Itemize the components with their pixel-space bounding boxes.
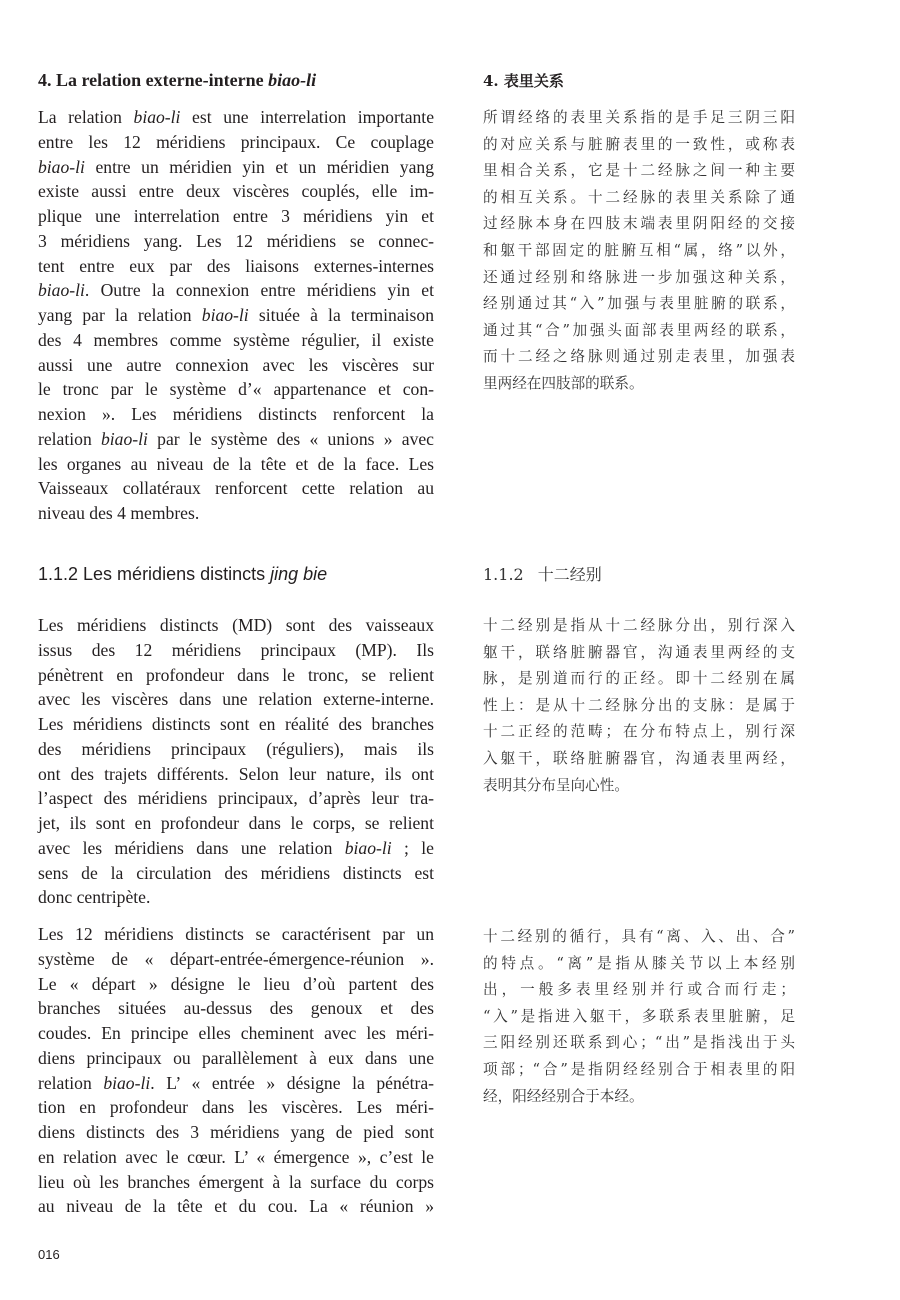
text-line (38, 1170, 434, 1195)
text-segment: le tronc par le système d’« appartenance et con- (38, 379, 434, 400)
text-segment: aussi une autre connexion avec les viscères sur (38, 354, 434, 375)
text-line (38, 1046, 434, 1071)
text-line: 三阳经别还联系到心；“出”是指浅出于头 (483, 1034, 795, 1052)
text-line: 经别通过其“入”加强与表里脏腑的联系， (483, 295, 795, 313)
text-line (38, 427, 434, 452)
text-segment: relation (38, 428, 101, 449)
section-title: 十二经别 (537, 565, 602, 584)
text-line (38, 452, 434, 477)
text-line (38, 613, 434, 638)
text-line: 性上：是从十二经脉分出的支脉：是属于 (483, 696, 795, 714)
text-line (38, 687, 434, 712)
page-number: 016 (38, 1247, 60, 1262)
text-line: “入”是指进入躯干，多联系表里脏腑，足 (483, 1007, 795, 1025)
text-segment: les organes au niveau de la tête et de la face. Les (38, 453, 434, 474)
text-line (38, 278, 434, 303)
text-line: 而十二经之络脉则通过别走表里，加强表 (483, 348, 795, 366)
text-segment: tent entre eux par des liaisons externes-internes (38, 255, 434, 276)
text-line: 十二经别是指从十二经脉分出，别行深入 (483, 617, 795, 634)
text-line: 通过其“合”加强头面部表里两经的联系， (483, 321, 795, 339)
text-segment: Les méridiens distincts sont en réalité des branches (38, 714, 434, 734)
text-segment: existe aussi entre deux viscères couplés, elle im- (38, 181, 434, 202)
text-line (38, 786, 434, 811)
chinese-section-heading (483, 562, 602, 585)
text-segment: au niveau de la tête et du cou. La « réunion » (38, 1196, 434, 1217)
text-line (38, 1095, 434, 1120)
text-line (38, 179, 434, 204)
text-line (38, 922, 434, 947)
text-line (38, 476, 434, 501)
text-line (38, 663, 434, 688)
text-segment: niveau des 4 membres. (38, 503, 200, 523)
section-heading-text: 1.1.2 Les méridiens distincts (38, 564, 271, 584)
text-segment: Le « départ » désigne le lieu d’où partent des (38, 973, 434, 994)
text-segment: sens de la circulation des méridiens distincts est (38, 862, 434, 883)
text-segment: La relation (38, 107, 134, 127)
text-segment: nexion ». Les méridiens distincts renforcent la (38, 404, 434, 424)
italic-term: biao-li (101, 428, 148, 449)
text-segment: diens distincts des 3 méridiens yang de pied sont (38, 1122, 434, 1142)
text-segment: pénètrent en profondeur dans le tronc, se relient (38, 664, 434, 685)
section-number: 1.1.2 (483, 565, 524, 584)
text-line: 出，一般多表里经别并行或合而行走； (483, 981, 795, 999)
text-line (38, 328, 434, 353)
text-line: 的对应关系与脏腑表里的一致性，或称表 (483, 135, 795, 153)
text-line (38, 712, 434, 737)
text-segment: ; le (391, 837, 434, 858)
french-paragraph-1 (38, 105, 434, 526)
text-line (38, 254, 434, 279)
text-segment: avec les méridiens dans une relation (38, 837, 345, 858)
text-line: 十二正经的范畴；在分布特点上，别行深 (483, 723, 795, 741)
text-line: 所谓经络的表里关系指的是手足三阴三阳 (483, 109, 795, 126)
text-line (38, 353, 434, 378)
text-line (38, 1021, 434, 1046)
chinese-paragraph-3 (483, 924, 795, 1110)
italic-term: biao-li (103, 1072, 151, 1093)
text-segment: 3 méridiens yang. Les 12 méridiens se connec- (38, 230, 434, 251)
text-line (38, 996, 434, 1021)
text-line: 和躯干部固定的脏腑互相“属，络”以外， (483, 241, 795, 259)
text-segment: des 4 membres comme système régulier, il existe (38, 329, 434, 350)
italic-term: biao-li (38, 156, 85, 177)
text-segment: entre un méridien yin et un méridien yang (84, 156, 434, 177)
text-line (38, 1071, 434, 1096)
text-line (38, 861, 434, 886)
heading-text: 4. La relation externe-interne (38, 70, 269, 90)
chinese-heading-biao-li: 4. 表里关系 (483, 72, 564, 90)
text-segment: avec les viscères dans une relation externe-interne. (38, 689, 434, 710)
text-segment: issus des 12 méridiens principaux (MP). Ils (38, 639, 434, 660)
text-segment: en relation avec le cœur. L’ « émergence », c’est le (38, 1146, 434, 1167)
french-heading-biao-li (38, 70, 316, 91)
text-line: 的特点。“离”是指从膝关节以上本经别 (483, 954, 795, 972)
text-segment: Les méridiens distincts (MD) sont des vaisseaux (38, 615, 434, 635)
text-line (38, 377, 434, 402)
text-line (38, 229, 434, 254)
text-segment: diens principaux ou parallèlement à eux dans une (38, 1047, 434, 1068)
text-segment: Vaisseaux collatéraux renforcent cette relation au (38, 478, 434, 499)
french-section-heading (38, 564, 327, 585)
text-segment: système de « départ-entrée-émergence-réunion ». (38, 948, 434, 969)
chinese-paragraph-2 (483, 613, 795, 799)
text-segment: l’aspect des méridiens principaux, d’après leur tra- (38, 788, 434, 809)
text-line (38, 737, 434, 762)
text-line (38, 1120, 434, 1145)
text-line: 脉，是别道而行的正经。即十二经别在属 (483, 670, 795, 688)
italic-term: biao-li (201, 305, 249, 325)
text-segment: située à la terminaison (248, 305, 434, 325)
text-line (38, 501, 434, 526)
text-segment: relation (38, 1072, 104, 1093)
text-line: 表明其分布呈向心性。 (483, 776, 629, 794)
text-line (38, 155, 434, 180)
text-line (38, 972, 434, 997)
text-line (38, 836, 434, 861)
text-segment: entre les 12 méridiens principaux. Ce couplage (38, 131, 434, 152)
chinese-paragraph-1 (483, 105, 795, 398)
text-line (38, 303, 434, 328)
text-segment: coudes. En principe elles cheminent avec les méri- (38, 1023, 434, 1043)
italic-term: biao-li (344, 837, 392, 858)
section-heading-italic-term: jing bie (270, 564, 328, 584)
text-line: 还通过经别和络脉进一步加强这种关系， (483, 268, 795, 286)
text-line (38, 885, 434, 910)
text-line (38, 105, 434, 130)
text-line: 经，阳经经别合于本经。 (483, 1087, 644, 1105)
text-line (38, 947, 434, 972)
text-segment: est une interrelation importante (180, 107, 435, 127)
text-segment: Les 12 méridiens distincts se caractérisent par un (38, 924, 434, 944)
italic-term: biao-li (38, 280, 85, 301)
text-line (38, 1194, 434, 1219)
text-line (38, 638, 434, 663)
text-line: 里相合关系，它是十二经脉之间一种主要 (483, 162, 795, 180)
text-line (38, 811, 434, 836)
heading-italic-term: biao-li (268, 70, 317, 90)
text-segment: ont des trajets différents. Selon leur nature, ils ont (38, 763, 434, 784)
text-segment: donc centripète. (38, 887, 151, 908)
text-segment: plique une interrelation entre 3 méridiens yin et (38, 206, 434, 226)
text-segment: yang par la relation (38, 305, 202, 325)
text-segment: . L’ « entrée » désigne la pénétra- (150, 1072, 434, 1093)
text-line (38, 130, 434, 155)
text-segment: tion en profondeur dans les viscères. Les méri- (38, 1097, 434, 1118)
text-line: 十二经别的循行，具有“离、入、出、合” (483, 928, 795, 945)
text-segment: lieu où les branches émergent à la surface du corps (38, 1171, 434, 1192)
french-paragraph-3 (38, 922, 434, 1219)
text-line (38, 1145, 434, 1170)
text-segment: branches situées au-dessus des genoux et des (38, 998, 434, 1019)
text-line (38, 762, 434, 787)
text-line (38, 402, 434, 427)
text-line: 项部；“合”是指阴经经别合于相表里的阳 (483, 1060, 795, 1078)
text-line: 的相互关系。十二经脉的表里关系除了通 (483, 188, 795, 206)
french-paragraph-2 (38, 613, 434, 910)
text-line: 过经脉本身在四肢末端表里阴阳经的交接 (483, 215, 795, 233)
text-line: 里两经在四肢部的联系。 (483, 374, 644, 392)
text-segment: . Outre la connexion entre méridiens yin et (84, 280, 434, 301)
text-segment: jet, ils sont en profondeur dans le corps, se relient (38, 813, 434, 833)
text-line: 躯干，联络脏腑器官，沟通表里两经的支 (483, 643, 795, 661)
italic-term: biao-li (133, 107, 181, 127)
text-segment: par le système des « unions » avec (147, 428, 434, 449)
text-line: 入躯干，联络脏腑器官，沟通表里两经， (483, 749, 795, 767)
text-line (38, 204, 434, 229)
text-segment: des méridiens principaux (réguliers), mais ils (38, 738, 434, 759)
